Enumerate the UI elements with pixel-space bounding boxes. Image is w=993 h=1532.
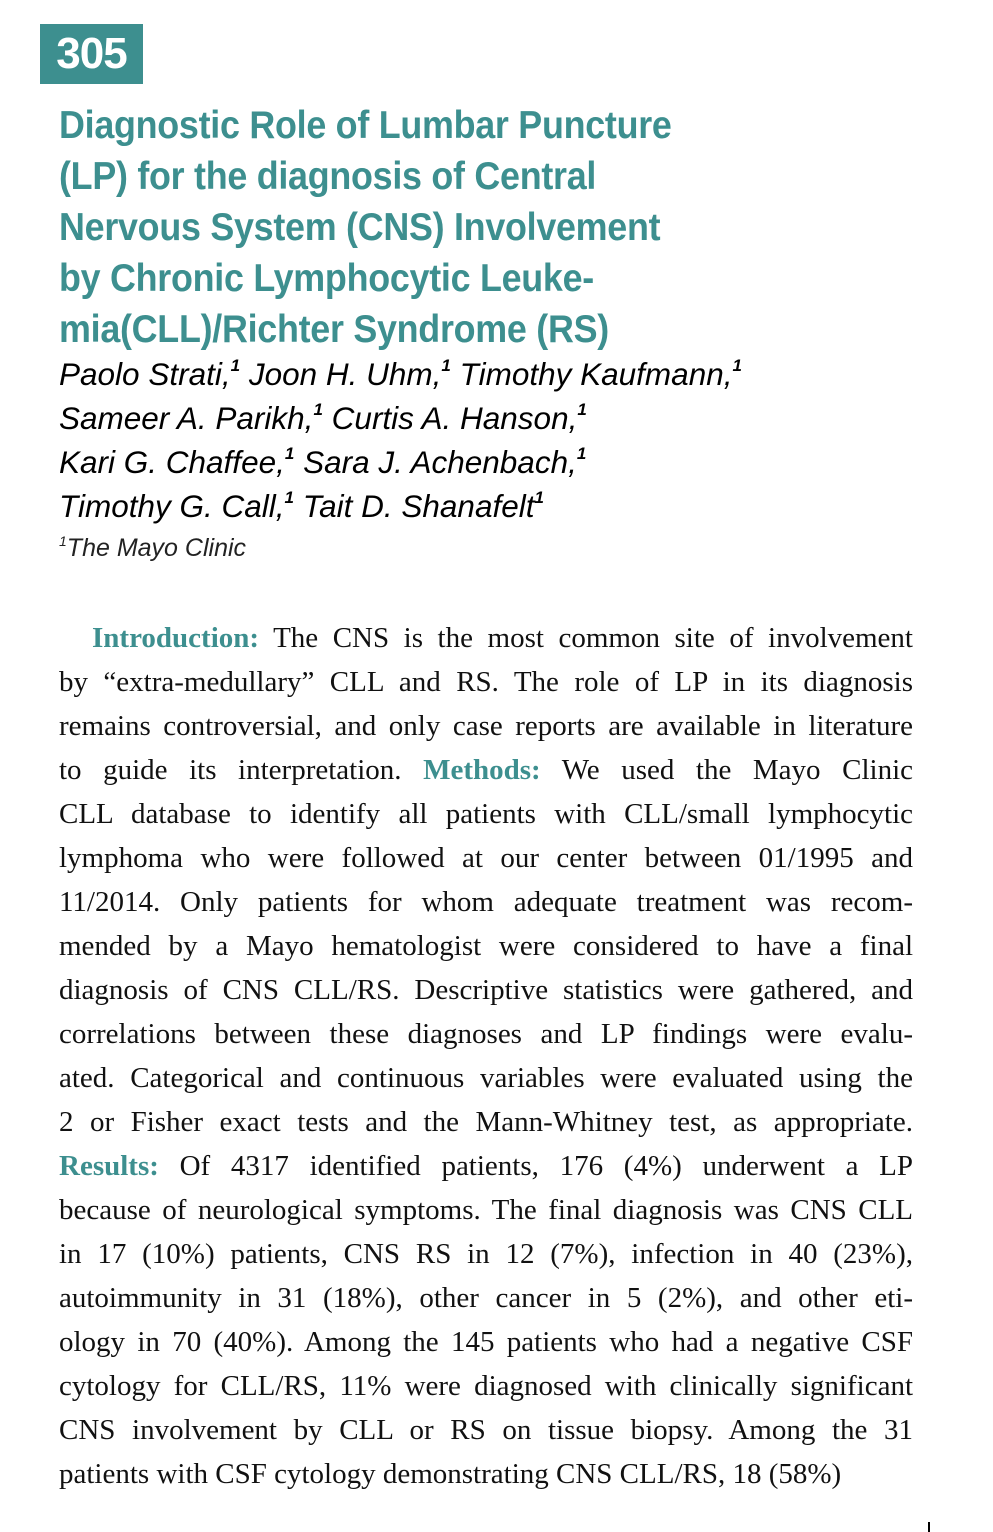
body-text: The CNS is the most common site of involvement (259, 622, 913, 654)
affiliation-marker: 1 (534, 488, 544, 507)
author-name: Kari G. Chaffee, (59, 444, 285, 480)
body-line: correlations between these diagnoses and LP findings were evalu- (59, 1018, 913, 1050)
author-line (59, 396, 939, 440)
title-line: Diagnostic Role of Lumbar Puncture (59, 104, 672, 147)
body-line: cytology for CLL/RS, 11% were diagnosed with clinically significant (59, 1370, 913, 1402)
author-line (59, 484, 939, 528)
body-line: diagnosis of CNS CLL/RS. Descriptive statistics were gathered, and (59, 974, 913, 1006)
author-name: Sara J. Achenbach, (303, 444, 577, 480)
affiliation-marker: 1 (313, 400, 323, 419)
affiliation-name: The Mayo Clinic (66, 534, 247, 562)
body-line: 2 or Fisher exact tests and the Mann-Whitney test, as appropriate. (59, 1106, 913, 1138)
body-line: remains controversial, and only case reports are available in literature (59, 710, 913, 742)
author-name: Timothy G. Call, (59, 488, 285, 524)
abstract-body (59, 616, 913, 1496)
author-line (59, 352, 939, 396)
body-text: We used the Mayo Clinic (540, 754, 913, 786)
title-line: (LP) for the diagnosis of Central (59, 155, 597, 198)
affiliation-marker: 1 (441, 356, 451, 375)
crop-mark (928, 1522, 930, 1532)
title-line: mia(CLL)/Richter Syndrome (RS) (59, 308, 609, 351)
body-line: lymphoma who were followed at our center between 01/1995 and (59, 842, 913, 874)
author-name: Joon H. Uhm, (248, 356, 442, 392)
title-line: by Chronic Lymphocytic Leuke- (59, 257, 594, 300)
affiliation-marker: 1 (59, 533, 67, 549)
affiliation-marker: 1 (576, 444, 587, 463)
body-text: to guide its interpretation. (59, 754, 424, 786)
body-line: because of neurological symptoms. The final diagnosis was CNS CLL (59, 1194, 913, 1226)
author-name: Tait D. Shanafelt (302, 488, 535, 524)
author-list (59, 352, 939, 528)
body-line (59, 616, 913, 660)
body-line: CNS involvement by CLL or RS on tissue biopsy. Among the 31 (59, 1414, 913, 1446)
author-name: Curtis A. Hanson, (331, 400, 578, 436)
affiliation-marker: 1 (230, 356, 241, 375)
body-line: 11/2014. Only patients for whom adequate treatment was recom- (59, 886, 913, 918)
body-text: Of 4317 identified patients, 176 (4%) underwent a LP (158, 1150, 913, 1182)
body-line (59, 748, 913, 792)
title-line: Nervous System (CNS) Involvement (59, 206, 661, 249)
author-name: Paolo Strati, (59, 356, 231, 392)
affiliation-marker: 1 (577, 400, 587, 419)
body-line: by “extra-medullary” CLL and RS. The role of LP in its diagnosis (59, 666, 913, 698)
body-line: CLL database to identify all patients with CLL/small lymphocytic (59, 798, 913, 830)
author-name: Timothy Kaufmann, (459, 356, 733, 392)
results-heading: Results: (59, 1150, 159, 1182)
author-name: Sameer A. Parikh, (59, 400, 314, 436)
affiliation (59, 534, 246, 563)
body-line: autoimmunity in 31 (18%), other cancer in 5 (2%), and other eti- (59, 1282, 913, 1314)
body-line: ology in 70 (40%). Among the 145 patients who had a negative CSF (59, 1326, 913, 1358)
affiliation-marker: 1 (284, 444, 295, 463)
body-line (59, 1144, 913, 1188)
abstract-title (59, 100, 759, 355)
abstract-number-badge: 305 (40, 24, 143, 84)
body-line: patients with CSF cytology demonstrating CNS CLL/RS, 18 (58%) (59, 1458, 842, 1490)
body-line: ated. Categorical and continuous variables were evaluated using the (59, 1062, 913, 1094)
author-line (59, 440, 939, 484)
affiliation-marker: 1 (732, 356, 742, 375)
methods-heading: Methods: (423, 754, 541, 786)
body-line: mended by a Mayo hematologist were considered to have a final (59, 930, 913, 962)
introduction-heading: Introduction: (92, 622, 260, 654)
affiliation-marker: 1 (284, 488, 294, 507)
body-line: in 17 (10%) patients, CNS RS in 12 (7%), infection in 40 (23%), (59, 1238, 913, 1270)
